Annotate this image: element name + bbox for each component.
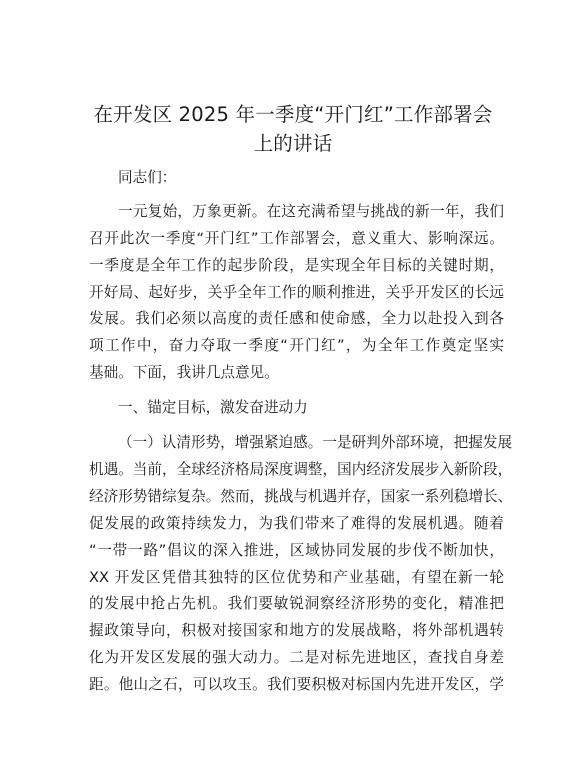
paragraph-line: 促发展的政策持续发力，为我们带来了难得的发展机遇。随着 — [89, 515, 504, 532]
paragraph-line: 召开此次一季度“开门红”工作部署会，意义重大、影响深远。 — [89, 230, 504, 247]
salutation: 同志们： — [118, 169, 177, 186]
paragraph-line: 基础。下面，我讲几点意见。 — [89, 364, 279, 381]
paragraph-line: 项工作中，奋力夺取一季度“开门红”，为全年工作奠定坚实 — [89, 337, 504, 354]
paragraph-line: （一）认清形势，增强紧迫感。一是研判外部环境，把握发展 — [118, 434, 513, 451]
section-heading: 一、锚定目标，激发奋进动力 — [118, 399, 308, 416]
paragraph-line: 距。他山之石，可以攻玉。我们要积极对标国内先进开发区，学 — [89, 676, 504, 693]
paragraph-line: “一带一路”倡议的深入推进，区域协同发展的步伐不断加快， — [89, 542, 504, 559]
paragraph-line: 的发展中抢占先机。我们要敏锐洞察经济形势的变化，精准把 — [89, 595, 504, 612]
paragraph-line: XX 开发区凭借其独特的区位优势和产业基础，有望在新一轮 — [89, 569, 504, 586]
paragraph-line: 一元复始，万象更新。在这充满希望与挑战的新一年，我们 — [118, 203, 504, 220]
document-title-line-1: 在开发区 2025 年一季度“开门红”工作部署会 — [93, 103, 493, 126]
paragraph-line: 机遇。当前，全球经济格局深度调整，国内经济发展步入新阶段， — [89, 461, 513, 478]
paragraph-line: 一季度是全年工作的起步阶段，是实现全年目标的关键时期， — [89, 257, 504, 274]
paragraph-line: 开好局、起好步，关乎全年工作的顺利推进，关乎开发区的长远 — [89, 284, 504, 301]
paragraph-line: 发展。我们必须以高度的责任感和使命感，全力以赴投入到各 — [89, 310, 504, 327]
paragraph-line: 经济形势错综复杂。然而，挑战与机遇并存，国家一系列稳增长、 — [89, 488, 513, 505]
paragraph-line: 化为开发区发展的强大动力。二是对标先进地区，查找自身差 — [89, 649, 504, 666]
paragraph-line: 握政策导向，积极对接国家和地方的发展战略，将外部机遇转 — [89, 622, 504, 639]
document-title-line-2: 上的讲话 — [253, 132, 333, 155]
